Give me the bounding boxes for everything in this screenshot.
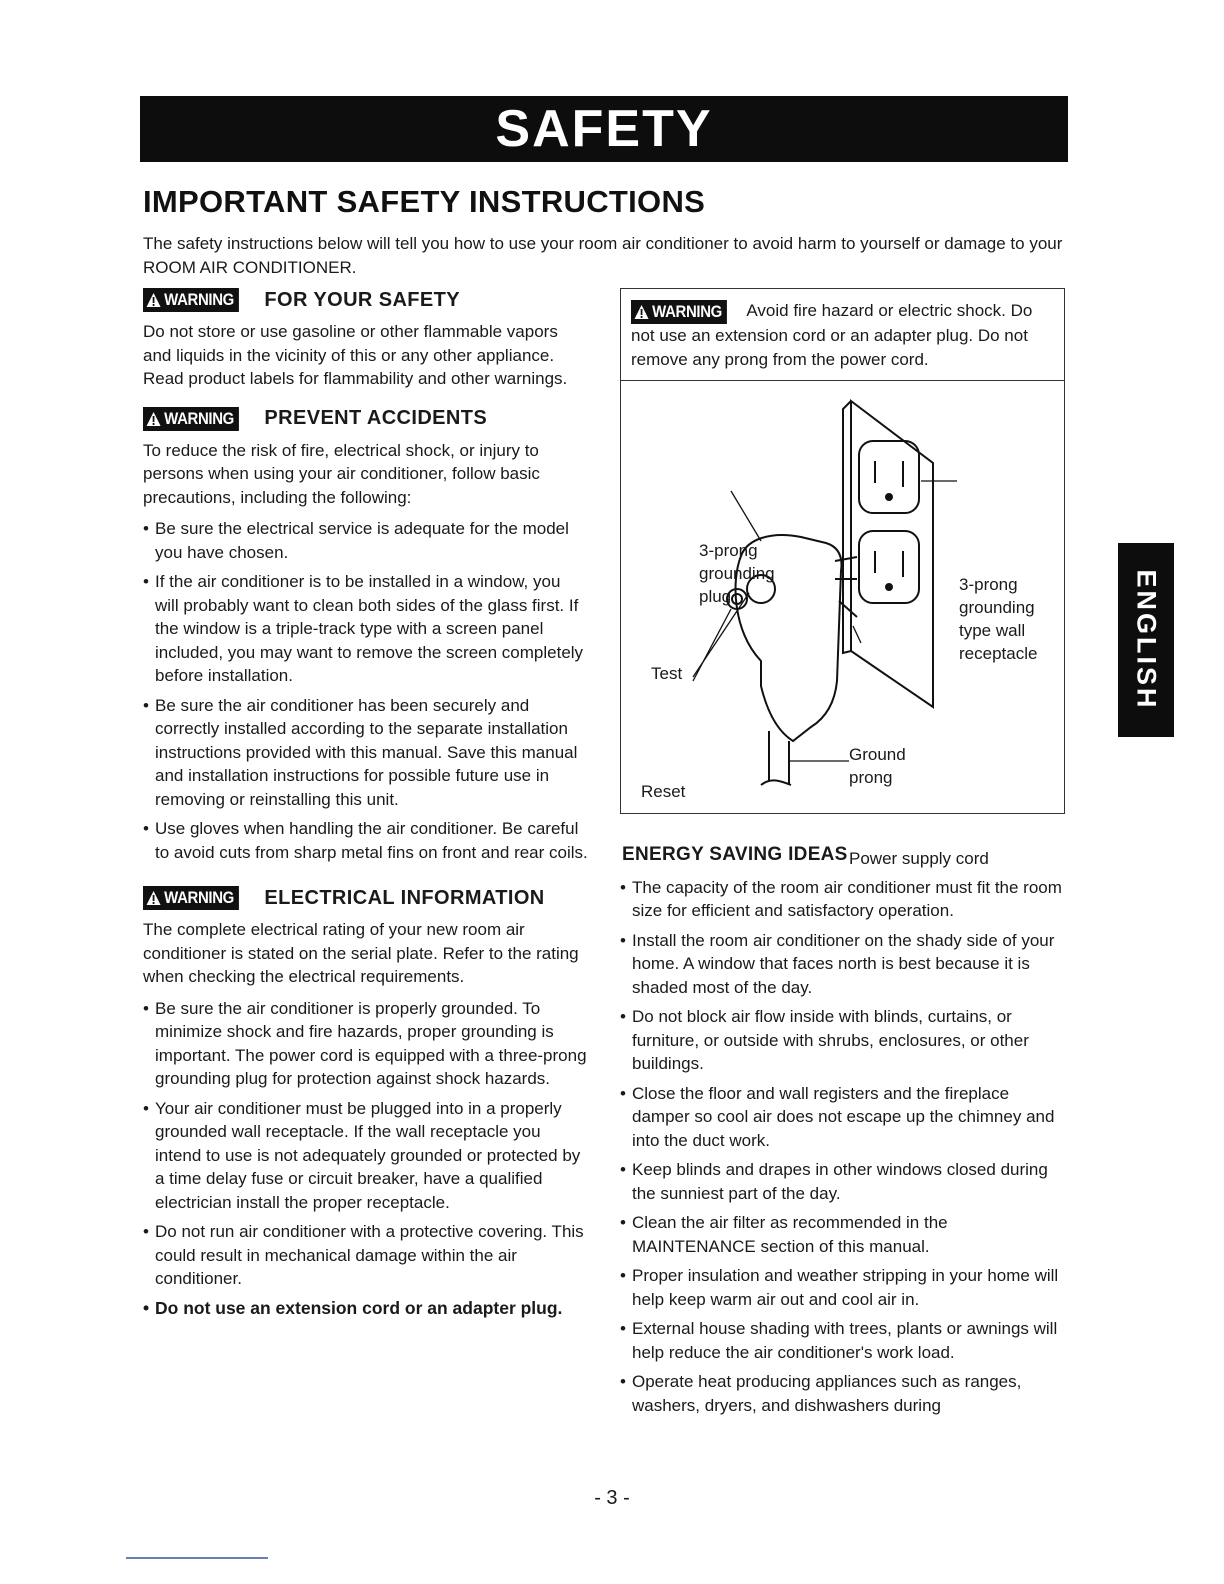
list-item: • Do not block air flow inside with blinds, curtains, or furniture, or outside with shrubs, enclosures, or other buildings. (620, 1005, 1065, 1076)
list-item-bold: • Do not use an extension cord or an adapter plug. (143, 1297, 588, 1321)
receptacle-edge-shape (843, 401, 851, 653)
receptacle-label: 3-prong grounding type wall receptacle (959, 574, 1038, 663)
reset-label: Reset (641, 781, 686, 801)
left-column (143, 288, 588, 1334)
warning-badge (143, 886, 239, 910)
list-item: • Use gloves when handling the air conditioner. Be careful to avoid cuts from sharp metal fins on front and rear coils. (143, 817, 588, 864)
warning-badge (631, 300, 727, 324)
list-item: • Be sure the electrical service is adequate for the model you have chosen. (143, 517, 588, 564)
warning-box-text: Avoid fire hazard or electric shock. Do not use an extension cord or an adapter plug. Do not remove any prong from the power cord. (631, 301, 1033, 369)
language-tab-label: ENGLISH (1131, 569, 1162, 711)
accidents-heading (143, 407, 588, 431)
warning-badge (143, 288, 239, 312)
ground-label: Ground prong (849, 744, 906, 787)
warning-triangle-icon (146, 411, 162, 427)
accidents-text: To reduce the risk of fire, electrical shock, or injury to persons when using your air conditioner, follow basic precautions, including the following: (143, 440, 540, 507)
outlet-ground-hole (886, 494, 892, 500)
language-tab (1118, 543, 1174, 737)
footer-rule (126, 1557, 268, 1559)
warning-triangle-icon (146, 890, 162, 906)
test-label: Test (651, 663, 683, 683)
accidents-title: PREVENT ACCIDENTS (264, 407, 488, 429)
safety-text: Do not store or use gasoline or other flammable vapors and liquids in the vicinity of this or any other appliance. Read product labels for flammability and other warnings. (143, 322, 568, 388)
warning-triangle-icon (146, 292, 162, 308)
outlet-ground-hole (886, 584, 892, 590)
list-item: • Operate heat producing appliances such as ranges, washers, dryers, and dishwashers during (620, 1370, 1065, 1417)
electrical-title: ELECTRICAL INFORMATION (264, 886, 545, 909)
page-number: - 3 - (594, 1487, 630, 1509)
electrical-heading (143, 886, 588, 910)
safety-title: FOR YOUR SAFETY (264, 288, 461, 311)
list-item: • External house shading with trees, plants or awnings will help reduce the air conditioner's work load. (620, 1317, 1065, 1364)
energy-list (620, 876, 1065, 1418)
right-column (620, 288, 1065, 1431)
list-item: • Do not run air conditioner with a protective covering. This could result in mechanical damage within the air conditioner. (143, 1220, 588, 1291)
electrical-list (143, 997, 588, 1321)
safety-heading (143, 288, 588, 312)
plug-label: 3-prong grounding plug (699, 540, 775, 606)
list-item: • Be sure the air conditioner is properly grounded. To minimize shock and fire hazards, proper grounding is important. The power cord is equipped with a three-prong grounding plug for protection against shock hazards. (143, 997, 588, 1091)
warning-box (620, 288, 1065, 381)
cord-label: Power supply cord (849, 848, 989, 868)
section-banner: SAFETY (140, 96, 1068, 162)
leader-line-reset (693, 609, 731, 681)
list-item: • Proper insulation and weather stripping in your home will help keep warm air out and cool air in. (620, 1264, 1065, 1311)
list-item: • The capacity of the room air conditioner must fit the room size for efficient and satisfactory operation. (620, 876, 1065, 923)
list-item: • If the air conditioner is to be installed in a window, you will probably want to clean both sides of the glass first. If the window is a triple-track type with a screen panel included, you may want to remove the screen completely before installation. (143, 570, 588, 688)
list-item: • Be sure the air conditioner has been securely and correctly installed according to the separate installation instructions provided with this manual. Save this manual and installation instructions for possible future use in removing or reinstalling this unit. (143, 694, 588, 812)
leader-line-plug (731, 491, 761, 541)
warning-triangle-icon (634, 304, 650, 320)
energy-title: ENERGY SAVING IDEAS (622, 843, 848, 865)
list-item: • Close the floor and wall registers and the fireplace damper so cool air does not escape up the chimney and into the duct work. (620, 1082, 1065, 1153)
accidents-list (143, 517, 588, 864)
electrical-text: The complete electrical rating of your new room air conditioner is stated on the serial plate. Refer to the rating when checking the electrical requirements. (143, 920, 579, 986)
receptacle-plate-shape (851, 401, 933, 707)
list-item: • Keep blinds and drapes in other windows closed during the sunniest part of the day. (620, 1158, 1065, 1205)
warning-badge-label: WARNING (164, 408, 234, 428)
list-item: • Your air conditioner must be plugged into in a properly grounded wall receptacle. If the wall receptacle you intend to use is not adequately grounded or protected by a time delay fuse or circuit breaker, have a qualified electrician install the proper receptacle. (143, 1097, 588, 1215)
list-item: • Install the room air conditioner on the shady side of your home. A window that faces north is best because it is shaded most of the day. (620, 929, 1065, 1000)
warning-badge (143, 407, 239, 431)
warning-badge-label: WARNING (164, 888, 234, 907)
warning-badge-label: WARNING (652, 301, 722, 321)
intro-text: The safety instructions below will tell you how to use your room air conditioner to avoid harm to yourself or damage to your ROOM AIR CONDITIONER. (143, 234, 1063, 277)
page-title: IMPORTANT SAFETY INSTRUCTIONS (143, 184, 706, 219)
list-item: • Clean the air filter as recommended in the MAINTENANCE section of this manual. (620, 1211, 1065, 1258)
warning-badge-label: WARNING (164, 290, 234, 309)
